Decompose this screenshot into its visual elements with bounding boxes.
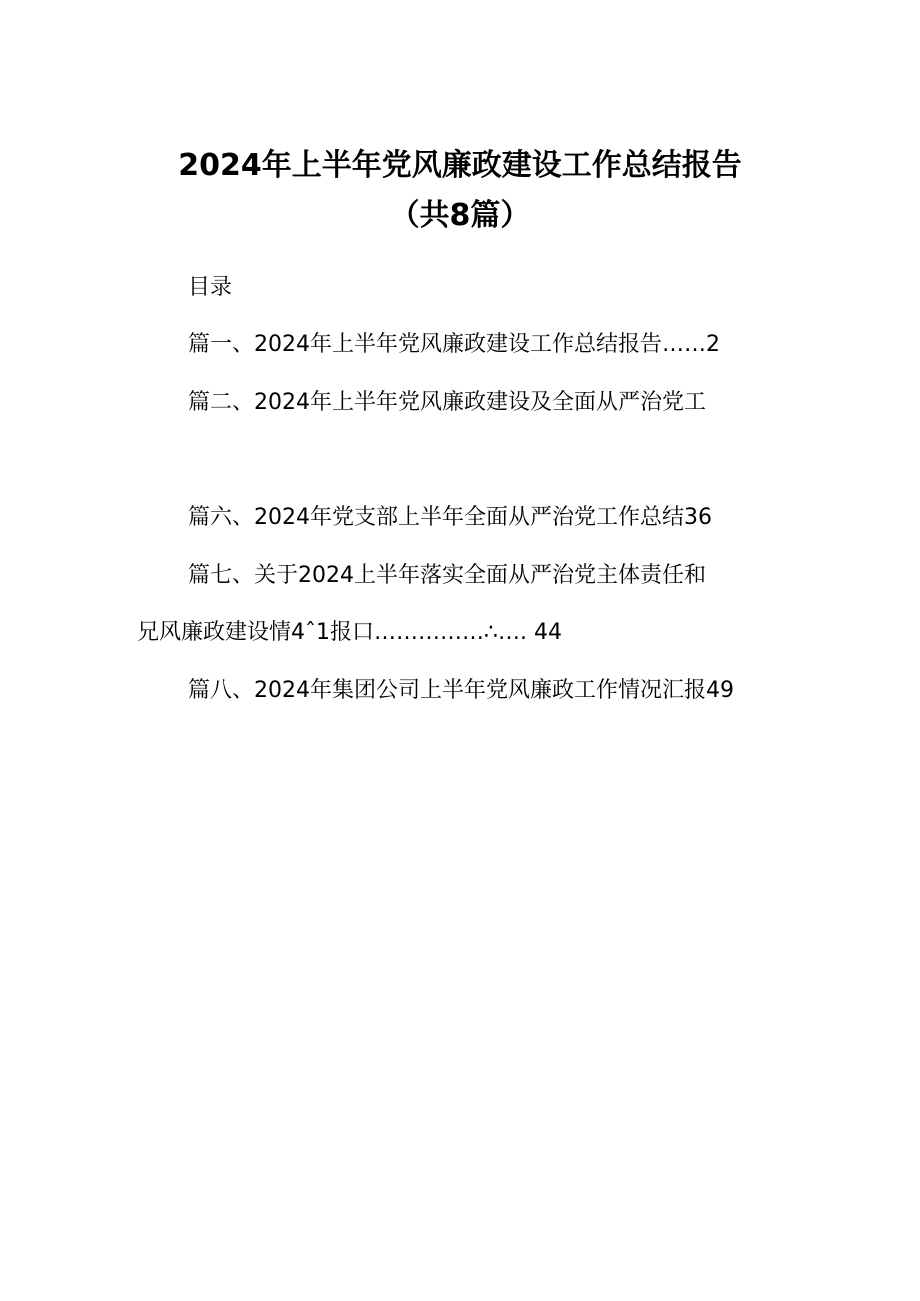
- toc-entry-7-continuation[interactable]: 兄风廉政建设情4ˆ1报口……………∴…. 44: [137, 620, 562, 645]
- document-subtitle: （共8篇）: [389, 198, 531, 233]
- toc-entry-2[interactable]: 篇二、2024年上半年党风廉政建设及全面从严治党工: [188, 390, 706, 415]
- toc-entry-6[interactable]: 篇六、2024年党支部上半年全面从严治党工作总结36: [188, 505, 712, 530]
- document-title: 2024年上半年党风廉政建设工作总结报告: [178, 148, 742, 183]
- toc-entry-8[interactable]: 篇八、2024年集团公司上半年党风廉政工作情况汇报49: [188, 678, 734, 703]
- toc-entry-1[interactable]: 篇一、2024年上半年党风廉政建设工作总结报告……2: [188, 332, 720, 357]
- toc-heading: 目录: [188, 275, 233, 300]
- toc-entry-7[interactable]: 篇七、关于2024上半年落实全面从严治党主体责任和: [188, 563, 706, 588]
